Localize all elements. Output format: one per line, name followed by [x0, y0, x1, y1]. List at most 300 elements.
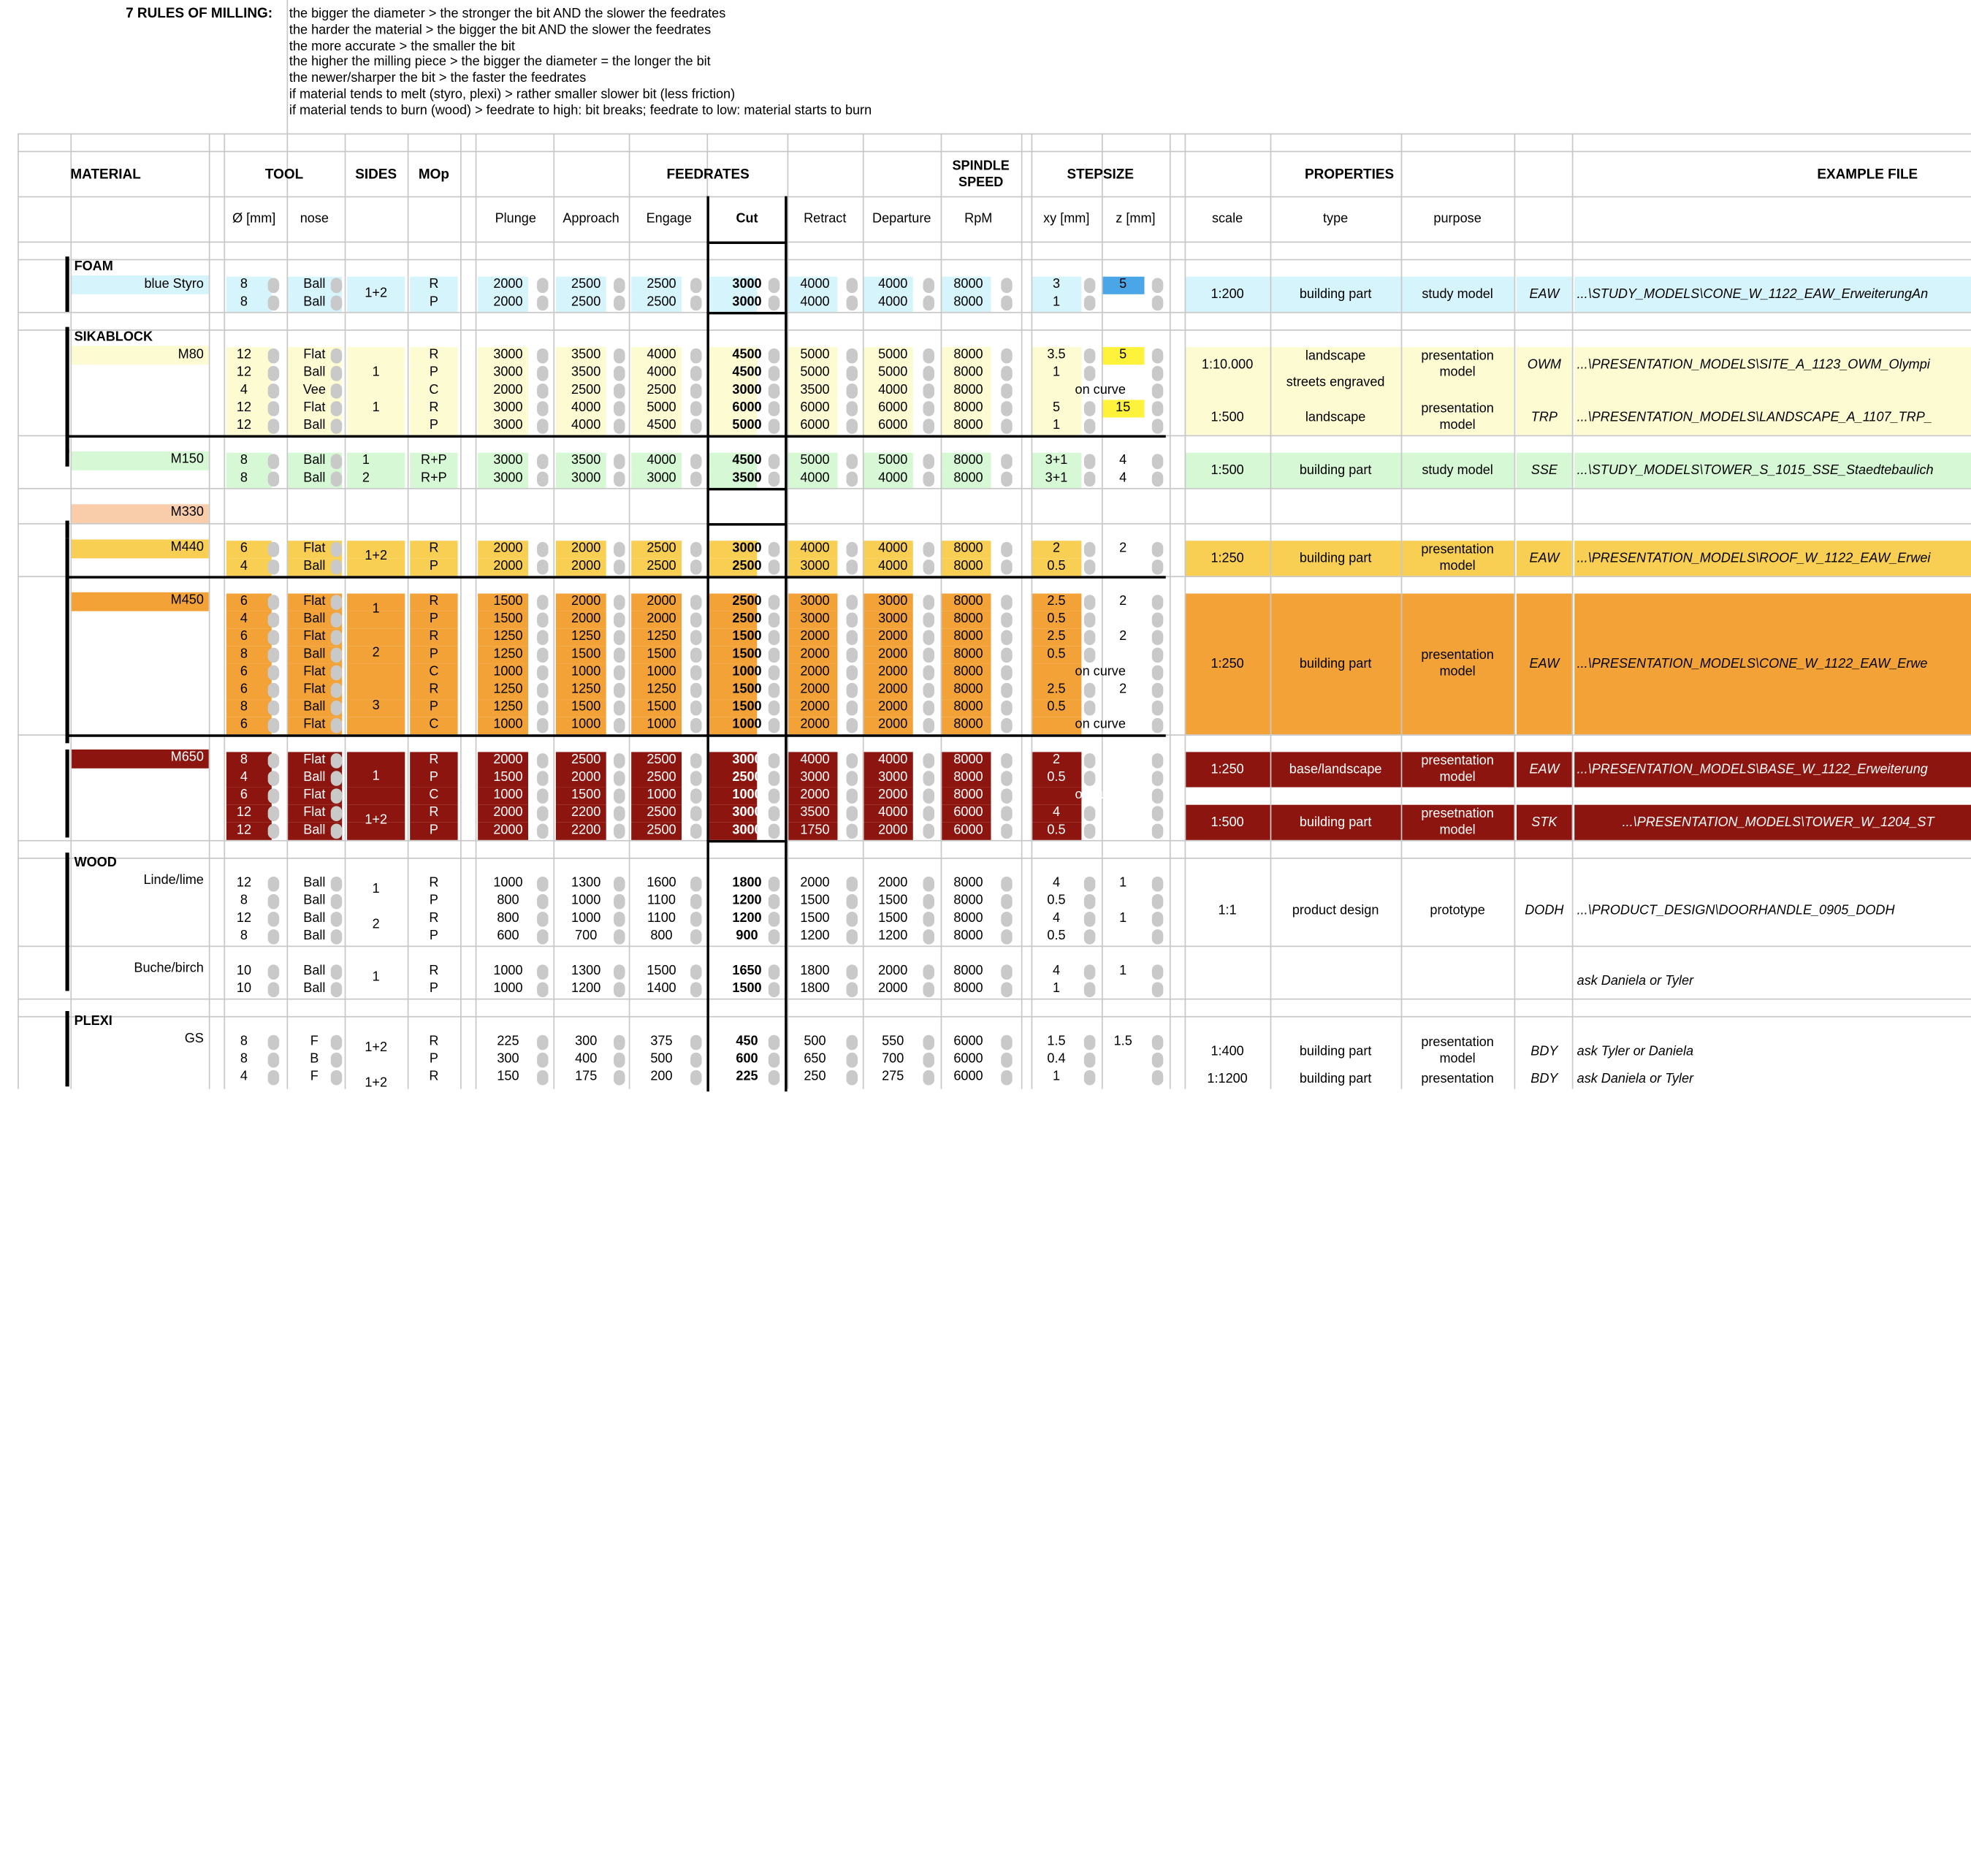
- cell-slider-handle[interactable]: [268, 718, 279, 733]
- cell-slider-handle[interactable]: [1001, 472, 1012, 487]
- cell-slider-handle[interactable]: [268, 877, 279, 892]
- cell-slider-handle[interactable]: [923, 1070, 934, 1086]
- cell-slider-handle[interactable]: [268, 683, 279, 698]
- cell-slider-handle[interactable]: [331, 771, 342, 786]
- example-file-link[interactable]: ...\PRESENTATION_MODELS\BASE_W_1122_Erweiterung: [1577, 762, 1928, 777]
- cell-slider-handle[interactable]: [769, 1070, 779, 1086]
- cell-slider-handle[interactable]: [614, 1035, 625, 1051]
- cell-slider-handle[interactable]: [847, 718, 858, 733]
- cell-slider-handle[interactable]: [1152, 666, 1163, 681]
- cell-slider-handle[interactable]: [769, 824, 779, 839]
- cell-slider-handle[interactable]: [923, 1053, 934, 1068]
- cell-slider-handle[interactable]: [537, 630, 548, 645]
- cell-slider-handle[interactable]: [537, 718, 548, 733]
- cell-slider-handle[interactable]: [268, 1053, 279, 1068]
- cell-slider-handle[interactable]: [614, 384, 625, 399]
- cell-slider-handle[interactable]: [614, 454, 625, 469]
- cell-slider-handle[interactable]: [268, 296, 279, 311]
- cell-slider-handle[interactable]: [537, 472, 548, 487]
- cell-slider-handle[interactable]: [1084, 612, 1095, 628]
- cell-slider-handle[interactable]: [537, 982, 548, 997]
- cell-slider-handle[interactable]: [1152, 401, 1163, 416]
- cell-slider-handle[interactable]: [537, 894, 548, 910]
- cell-slider-handle[interactable]: [331, 595, 342, 610]
- cell-slider-handle[interactable]: [1084, 348, 1095, 364]
- cell-slider-handle[interactable]: [1084, 912, 1095, 927]
- cell-slider-handle[interactable]: [923, 401, 934, 416]
- cell-slider-handle[interactable]: [331, 1053, 342, 1068]
- cell-slider-handle[interactable]: [923, 877, 934, 892]
- cell-slider-handle[interactable]: [614, 366, 625, 381]
- cell-slider-handle[interactable]: [769, 771, 779, 786]
- cell-slider-handle[interactable]: [268, 542, 279, 557]
- cell-slider-handle[interactable]: [1152, 419, 1163, 434]
- cell-slider-handle[interactable]: [690, 648, 701, 663]
- cell-slider-handle[interactable]: [1001, 666, 1012, 681]
- cell-slider-handle[interactable]: [1152, 560, 1163, 575]
- cell-slider-handle[interactable]: [847, 542, 858, 557]
- cell-slider-handle[interactable]: [923, 929, 934, 945]
- cell-slider-handle[interactable]: [847, 278, 858, 293]
- cell-slider-handle[interactable]: [690, 912, 701, 927]
- example-file-link[interactable]: ...\STUDY_MODELS\CONE_W_1122_EAW_ErweiterungAn: [1577, 286, 1929, 302]
- example-file-link[interactable]: ...\PRESENTATION_MODELS\ROOF_W_1122_EAW_Erwei: [1577, 550, 1931, 566]
- cell-slider-handle[interactable]: [537, 666, 548, 681]
- cell-slider-handle[interactable]: [537, 560, 548, 575]
- cell-slider-handle[interactable]: [1084, 683, 1095, 698]
- cell-slider-handle[interactable]: [769, 1053, 779, 1068]
- cell-slider-handle[interactable]: [923, 454, 934, 469]
- cell-slider-handle[interactable]: [690, 384, 701, 399]
- cell-slider-handle[interactable]: [1152, 454, 1163, 469]
- cell-slider-handle[interactable]: [690, 419, 701, 434]
- cell-slider-handle[interactable]: [1084, 877, 1095, 892]
- cell-slider-handle[interactable]: [1152, 1035, 1163, 1051]
- cell-slider-handle[interactable]: [1084, 472, 1095, 487]
- cell-slider-handle[interactable]: [690, 1035, 701, 1051]
- cell-slider-handle[interactable]: [537, 806, 548, 821]
- cell-slider-handle[interactable]: [847, 771, 858, 786]
- cell-slider-handle[interactable]: [614, 401, 625, 416]
- cell-slider-handle[interactable]: [331, 666, 342, 681]
- cell-slider-handle[interactable]: [769, 366, 779, 381]
- cell-slider-handle[interactable]: [1084, 296, 1095, 311]
- cell-slider-handle[interactable]: [769, 982, 779, 997]
- cell-slider-handle[interactable]: [1001, 560, 1012, 575]
- cell-slider-handle[interactable]: [331, 454, 342, 469]
- cell-slider-handle[interactable]: [331, 1035, 342, 1051]
- cell-slider-handle[interactable]: [847, 877, 858, 892]
- cell-slider-handle[interactable]: [847, 806, 858, 821]
- cell-slider-handle[interactable]: [1084, 401, 1095, 416]
- cell-slider-handle[interactable]: [1152, 648, 1163, 663]
- cell-slider-handle[interactable]: [1001, 612, 1012, 628]
- cell-slider-handle[interactable]: [847, 612, 858, 628]
- cell-slider-handle[interactable]: [1152, 612, 1163, 628]
- cell-slider-handle[interactable]: [923, 964, 934, 980]
- cell-slider-handle[interactable]: [1001, 454, 1012, 469]
- cell-slider-handle[interactable]: [268, 612, 279, 628]
- cell-slider-handle[interactable]: [769, 595, 779, 610]
- cell-slider-handle[interactable]: [537, 348, 548, 364]
- cell-slider-handle[interactable]: [614, 771, 625, 786]
- example-file-link[interactable]: ...\STUDY_MODELS\TOWER_S_1015_SSE_Staedtebaulich: [1577, 462, 1934, 478]
- cell-slider-handle[interactable]: [268, 912, 279, 927]
- cell-slider-handle[interactable]: [847, 401, 858, 416]
- cell-slider-handle[interactable]: [1084, 454, 1095, 469]
- cell-slider-handle[interactable]: [923, 753, 934, 769]
- cell-slider-handle[interactable]: [923, 630, 934, 645]
- cell-slider-handle[interactable]: [614, 982, 625, 997]
- cell-slider-handle[interactable]: [268, 630, 279, 645]
- cell-slider-handle[interactable]: [690, 560, 701, 575]
- cell-slider-handle[interactable]: [268, 595, 279, 610]
- cell-slider-handle[interactable]: [769, 348, 779, 364]
- cell-slider-handle[interactable]: [1001, 648, 1012, 663]
- cell-slider-handle[interactable]: [537, 964, 548, 980]
- cell-slider-handle[interactable]: [847, 1035, 858, 1051]
- cell-slider-handle[interactable]: [923, 982, 934, 997]
- cell-slider-handle[interactable]: [537, 824, 548, 839]
- cell-slider-handle[interactable]: [923, 366, 934, 381]
- cell-slider-handle[interactable]: [1084, 366, 1095, 381]
- cell-slider-handle[interactable]: [1001, 630, 1012, 645]
- cell-slider-handle[interactable]: [268, 278, 279, 293]
- cell-slider-handle[interactable]: [614, 718, 625, 733]
- cell-slider-handle[interactable]: [1084, 824, 1095, 839]
- cell-slider-handle[interactable]: [614, 666, 625, 681]
- cell-slider-handle[interactable]: [690, 630, 701, 645]
- cell-slider-handle[interactable]: [614, 877, 625, 892]
- cell-slider-handle[interactable]: [769, 806, 779, 821]
- cell-slider-handle[interactable]: [769, 612, 779, 628]
- cell-slider-handle[interactable]: [331, 542, 342, 557]
- cell-slider-handle[interactable]: [690, 278, 701, 293]
- cell-slider-handle[interactable]: [1152, 824, 1163, 839]
- cell-slider-handle[interactable]: [690, 348, 701, 364]
- cell-slider-handle[interactable]: [268, 419, 279, 434]
- cell-slider-handle[interactable]: [847, 384, 858, 399]
- cell-slider-handle[interactable]: [614, 560, 625, 575]
- cell-slider-handle[interactable]: [614, 753, 625, 769]
- cell-slider-handle[interactable]: [690, 877, 701, 892]
- cell-slider-handle[interactable]: [268, 753, 279, 769]
- cell-slider-handle[interactable]: [1084, 894, 1095, 910]
- cell-slider-handle[interactable]: [769, 683, 779, 698]
- cell-slider-handle[interactable]: [614, 806, 625, 821]
- cell-slider-handle[interactable]: [690, 929, 701, 945]
- cell-slider-handle[interactable]: [847, 296, 858, 311]
- cell-slider-handle[interactable]: [1001, 929, 1012, 945]
- cell-slider-handle[interactable]: [1084, 806, 1095, 821]
- cell-slider-handle[interactable]: [268, 366, 279, 381]
- cell-slider-handle[interactable]: [769, 401, 779, 416]
- cell-slider-handle[interactable]: [847, 419, 858, 434]
- cell-slider-handle[interactable]: [331, 1070, 342, 1086]
- cell-slider-handle[interactable]: [690, 472, 701, 487]
- cell-slider-handle[interactable]: [923, 278, 934, 293]
- cell-slider-handle[interactable]: [769, 718, 779, 733]
- cell-slider-handle[interactable]: [847, 648, 858, 663]
- cell-slider-handle[interactable]: [614, 964, 625, 980]
- cell-slider-handle[interactable]: [769, 384, 779, 399]
- cell-slider-handle[interactable]: [1001, 348, 1012, 364]
- cell-slider-handle[interactable]: [1001, 683, 1012, 698]
- cell-slider-handle[interactable]: [537, 454, 548, 469]
- cell-slider-handle[interactable]: [331, 419, 342, 434]
- cell-slider-handle[interactable]: [847, 595, 858, 610]
- cell-slider-handle[interactable]: [690, 982, 701, 997]
- cell-slider-handle[interactable]: [1001, 701, 1012, 716]
- cell-slider-handle[interactable]: [614, 648, 625, 663]
- cell-slider-handle[interactable]: [1084, 648, 1095, 663]
- cell-slider-handle[interactable]: [614, 348, 625, 364]
- cell-slider-handle[interactable]: [614, 595, 625, 610]
- cell-slider-handle[interactable]: [847, 912, 858, 927]
- cell-slider-handle[interactable]: [923, 472, 934, 487]
- cell-slider-handle[interactable]: [1152, 384, 1163, 399]
- cell-slider-handle[interactable]: [923, 666, 934, 681]
- cell-slider-handle[interactable]: [690, 595, 701, 610]
- cell-slider-handle[interactable]: [1001, 788, 1012, 804]
- cell-slider-handle[interactable]: [1152, 296, 1163, 311]
- cell-slider-handle[interactable]: [769, 753, 779, 769]
- cell-slider-handle[interactable]: [690, 806, 701, 821]
- example-file-link[interactable]: ask Tyler or Daniela: [1577, 1043, 1694, 1059]
- cell-slider-handle[interactable]: [331, 894, 342, 910]
- cell-slider-handle[interactable]: [923, 648, 934, 663]
- cell-slider-handle[interactable]: [1001, 753, 1012, 769]
- example-file-link[interactable]: ...\PRESENTATION_MODELS\CONE_W_1122_EAW_Erwe: [1577, 656, 1928, 672]
- cell-slider-handle[interactable]: [1084, 771, 1095, 786]
- cell-slider-handle[interactable]: [537, 595, 548, 610]
- cell-slider-handle[interactable]: [268, 560, 279, 575]
- cell-slider-handle[interactable]: [268, 894, 279, 910]
- cell-slider-handle[interactable]: [690, 683, 701, 698]
- cell-slider-handle[interactable]: [268, 806, 279, 821]
- cell-slider-handle[interactable]: [923, 348, 934, 364]
- cell-slider-handle[interactable]: [537, 278, 548, 293]
- cell-slider-handle[interactable]: [769, 278, 779, 293]
- cell-slider-handle[interactable]: [331, 296, 342, 311]
- cell-slider-handle[interactable]: [847, 929, 858, 945]
- cell-slider-handle[interactable]: [1084, 542, 1095, 557]
- cell-slider-handle[interactable]: [331, 982, 342, 997]
- example-file-link[interactable]: ...\PRESENTATION_MODELS\TOWER_W_1204_ST: [1622, 815, 1934, 831]
- cell-slider-handle[interactable]: [331, 753, 342, 769]
- cell-slider-handle[interactable]: [268, 788, 279, 804]
- example-file-link[interactable]: ...\PRODUCT_DESIGN\DOORHANDLE_0905_DODH: [1577, 902, 1895, 918]
- example-file-link[interactable]: ask Daniela or Tyler: [1577, 1071, 1694, 1087]
- cell-slider-handle[interactable]: [769, 877, 779, 892]
- cell-slider-handle[interactable]: [1084, 595, 1095, 610]
- cell-slider-handle[interactable]: [537, 771, 548, 786]
- cell-slider-handle[interactable]: [923, 894, 934, 910]
- cell-slider-handle[interactable]: [1152, 542, 1163, 557]
- cell-slider-handle[interactable]: [769, 929, 779, 945]
- cell-slider-handle[interactable]: [268, 701, 279, 716]
- cell-slider-handle[interactable]: [1084, 278, 1095, 293]
- cell-slider-handle[interactable]: [268, 1070, 279, 1086]
- cell-slider-handle[interactable]: [847, 824, 858, 839]
- cell-slider-handle[interactable]: [1084, 630, 1095, 645]
- cell-slider-handle[interactable]: [690, 401, 701, 416]
- cell-slider-handle[interactable]: [690, 296, 701, 311]
- cell-slider-handle[interactable]: [1152, 366, 1163, 381]
- cell-slider-handle[interactable]: [331, 384, 342, 399]
- cell-slider-handle[interactable]: [847, 630, 858, 645]
- cell-slider-handle[interactable]: [1152, 1053, 1163, 1068]
- cell-slider-handle[interactable]: [614, 788, 625, 804]
- cell-slider-handle[interactable]: [847, 348, 858, 364]
- cell-slider-handle[interactable]: [331, 877, 342, 892]
- cell-slider-handle[interactable]: [923, 824, 934, 839]
- cell-slider-handle[interactable]: [1001, 1035, 1012, 1051]
- cell-slider-handle[interactable]: [769, 666, 779, 681]
- cell-slider-handle[interactable]: [690, 454, 701, 469]
- cell-slider-handle[interactable]: [690, 753, 701, 769]
- cell-slider-handle[interactable]: [923, 683, 934, 698]
- cell-slider-handle[interactable]: [537, 296, 548, 311]
- cell-slider-handle[interactable]: [1001, 366, 1012, 381]
- cell-slider-handle[interactable]: [1001, 595, 1012, 610]
- cell-slider-handle[interactable]: [1152, 929, 1163, 945]
- cell-slider-handle[interactable]: [690, 824, 701, 839]
- cell-slider-handle[interactable]: [690, 788, 701, 804]
- cell-slider-handle[interactable]: [1084, 964, 1095, 980]
- cell-slider-handle[interactable]: [1152, 718, 1163, 733]
- cell-slider-handle[interactable]: [690, 542, 701, 557]
- cell-slider-handle[interactable]: [537, 419, 548, 434]
- cell-slider-handle[interactable]: [1001, 877, 1012, 892]
- cell-slider-handle[interactable]: [331, 612, 342, 628]
- cell-slider-handle[interactable]: [614, 612, 625, 628]
- cell-slider-handle[interactable]: [847, 366, 858, 381]
- cell-slider-handle[interactable]: [923, 912, 934, 927]
- cell-slider-handle[interactable]: [537, 384, 548, 399]
- cell-slider-handle[interactable]: [331, 929, 342, 945]
- cell-slider-handle[interactable]: [331, 701, 342, 716]
- cell-slider-handle[interactable]: [847, 964, 858, 980]
- cell-slider-handle[interactable]: [1152, 964, 1163, 980]
- cell-slider-handle[interactable]: [614, 1070, 625, 1086]
- cell-slider-handle[interactable]: [268, 384, 279, 399]
- cell-slider-handle[interactable]: [690, 366, 701, 381]
- cell-slider-handle[interactable]: [1152, 1070, 1163, 1086]
- cell-slider-handle[interactable]: [614, 278, 625, 293]
- cell-slider-handle[interactable]: [1001, 296, 1012, 311]
- cell-slider-handle[interactable]: [1001, 718, 1012, 733]
- cell-slider-handle[interactable]: [690, 666, 701, 681]
- cell-slider-handle[interactable]: [1152, 278, 1163, 293]
- cell-slider-handle[interactable]: [923, 542, 934, 557]
- cell-slider-handle[interactable]: [614, 683, 625, 698]
- cell-slider-handle[interactable]: [537, 401, 548, 416]
- cell-slider-handle[interactable]: [690, 1070, 701, 1086]
- cell-slider-handle[interactable]: [847, 1070, 858, 1086]
- cell-slider-handle[interactable]: [268, 454, 279, 469]
- cell-slider-handle[interactable]: [1084, 1035, 1095, 1051]
- cell-slider-handle[interactable]: [847, 753, 858, 769]
- cell-slider-handle[interactable]: [268, 964, 279, 980]
- cell-slider-handle[interactable]: [1152, 683, 1163, 698]
- cell-slider-handle[interactable]: [923, 806, 934, 821]
- cell-slider-handle[interactable]: [537, 648, 548, 663]
- cell-slider-handle[interactable]: [690, 718, 701, 733]
- cell-slider-handle[interactable]: [1152, 912, 1163, 927]
- cell-slider-handle[interactable]: [923, 718, 934, 733]
- cell-slider-handle[interactable]: [1001, 401, 1012, 416]
- cell-slider-handle[interactable]: [537, 542, 548, 557]
- cell-slider-handle[interactable]: [1001, 964, 1012, 980]
- cell-slider-handle[interactable]: [1152, 630, 1163, 645]
- cell-slider-handle[interactable]: [769, 912, 779, 927]
- cell-slider-handle[interactable]: [769, 454, 779, 469]
- cell-slider-handle[interactable]: [847, 560, 858, 575]
- cell-slider-handle[interactable]: [331, 472, 342, 487]
- cell-slider-handle[interactable]: [847, 666, 858, 681]
- cell-slider-handle[interactable]: [614, 701, 625, 716]
- cell-slider-handle[interactable]: [614, 542, 625, 557]
- cell-slider-handle[interactable]: [847, 454, 858, 469]
- cell-slider-handle[interactable]: [923, 612, 934, 628]
- cell-slider-handle[interactable]: [537, 753, 548, 769]
- cell-slider-handle[interactable]: [331, 964, 342, 980]
- cell-slider-handle[interactable]: [331, 718, 342, 733]
- cell-slider-handle[interactable]: [1084, 1070, 1095, 1086]
- cell-slider-handle[interactable]: [1152, 595, 1163, 610]
- cell-slider-handle[interactable]: [268, 982, 279, 997]
- cell-slider-handle[interactable]: [1152, 806, 1163, 821]
- cell-slider-handle[interactable]: [847, 683, 858, 698]
- example-file-link[interactable]: ask Daniela or Tyler: [1577, 973, 1694, 989]
- cell-slider-handle[interactable]: [690, 701, 701, 716]
- cell-slider-handle[interactable]: [331, 912, 342, 927]
- cell-slider-handle[interactable]: [1001, 1053, 1012, 1068]
- cell-slider-handle[interactable]: [1152, 771, 1163, 786]
- cell-slider-handle[interactable]: [690, 964, 701, 980]
- cell-slider-handle[interactable]: [1001, 278, 1012, 293]
- cell-slider-handle[interactable]: [268, 401, 279, 416]
- cell-slider-handle[interactable]: [268, 824, 279, 839]
- cell-slider-handle[interactable]: [923, 595, 934, 610]
- cell-slider-handle[interactable]: [268, 472, 279, 487]
- cell-slider-handle[interactable]: [847, 701, 858, 716]
- cell-slider-handle[interactable]: [923, 788, 934, 804]
- cell-slider-handle[interactable]: [1084, 753, 1095, 769]
- cell-slider-handle[interactable]: [268, 348, 279, 364]
- cell-slider-handle[interactable]: [331, 401, 342, 416]
- cell-slider-handle[interactable]: [537, 788, 548, 804]
- cell-slider-handle[interactable]: [1001, 982, 1012, 997]
- cell-slider-handle[interactable]: [537, 929, 548, 945]
- cell-slider-handle[interactable]: [923, 384, 934, 399]
- cell-slider-handle[interactable]: [614, 419, 625, 434]
- cell-slider-handle[interactable]: [1001, 894, 1012, 910]
- cell-slider-handle[interactable]: [614, 912, 625, 927]
- cell-slider-handle[interactable]: [1084, 419, 1095, 434]
- cell-slider-handle[interactable]: [769, 701, 779, 716]
- cell-slider-handle[interactable]: [614, 472, 625, 487]
- cell-slider-handle[interactable]: [268, 648, 279, 663]
- cell-slider-handle[interactable]: [690, 771, 701, 786]
- cell-slider-handle[interactable]: [769, 560, 779, 575]
- cell-slider-handle[interactable]: [537, 877, 548, 892]
- cell-slider-handle[interactable]: [331, 806, 342, 821]
- cell-slider-handle[interactable]: [847, 982, 858, 997]
- cell-slider-handle[interactable]: [1001, 384, 1012, 399]
- cell-slider-handle[interactable]: [614, 929, 625, 945]
